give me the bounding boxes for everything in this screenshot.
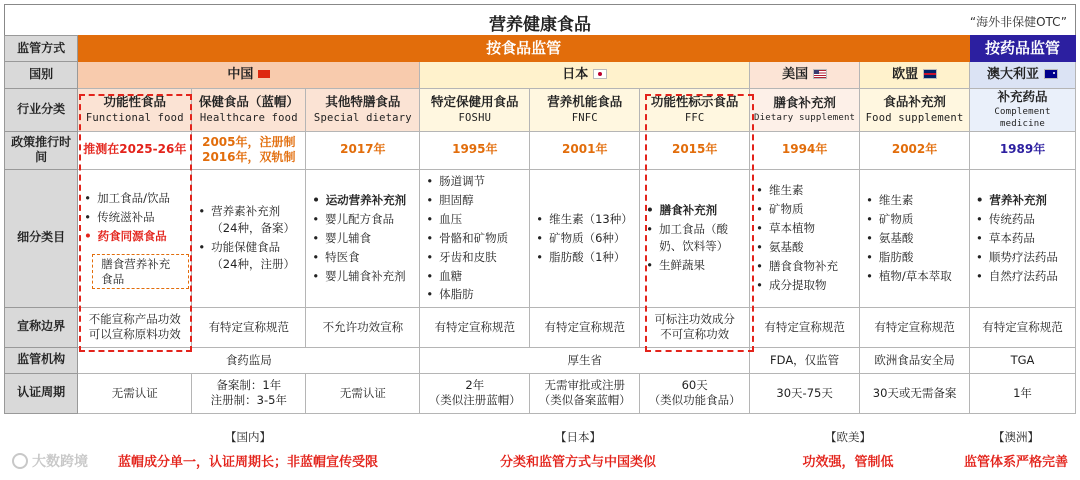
- regulator-japan: 厚生省: [420, 347, 750, 373]
- row-regulation: [5, 36, 1076, 62]
- category-zh: 功能性食品: [103, 93, 167, 109]
- cert-line: （类似注册蓝帽）: [428, 393, 521, 408]
- category-en: Food supplement: [865, 112, 964, 125]
- footer-label-domestic: 【国内】: [225, 430, 271, 444]
- subcat-item: • 特医食: [312, 250, 417, 265]
- category-zh: 补充药品: [997, 89, 1048, 104]
- category-en: FOSHU: [458, 112, 492, 125]
- subcat-item: • 营养素补充剂: [198, 204, 303, 219]
- country-name: 中国: [227, 66, 254, 82]
- subcat-item: • 体脂肪: [426, 287, 527, 302]
- claim-eu: 有特定宣称规范: [860, 307, 970, 347]
- cert-australia: 1年: [970, 373, 1076, 413]
- subcats-functional-food: [78, 169, 192, 307]
- footer-conclusion-europe-us: 功效强，管制低: [802, 455, 894, 470]
- subcat-item: • 矿物质: [866, 212, 967, 227]
- subcat-item-note: 奶、饮料等）: [659, 239, 729, 254]
- subcats-eu: [860, 169, 970, 307]
- category-zh: 特定保健用食品: [431, 93, 519, 109]
- regulator-china: 食药监局: [78, 347, 420, 373]
- regulator-australia: TGA: [970, 347, 1076, 373]
- claim-foshu: 有特定宣称规范: [420, 307, 530, 347]
- claim-fnfc: 有特定宣称规范: [530, 307, 640, 347]
- policy-line: 2005年，注册制: [202, 134, 296, 149]
- subcat-item: • 婴儿辅食补充剂: [312, 269, 417, 284]
- country-name: 欧盟: [892, 66, 919, 82]
- label-country: 国别: [5, 62, 78, 89]
- claim-healthcare-food: 有特定宣称规范: [192, 307, 306, 347]
- label-regulator: 监管机构: [5, 347, 78, 373]
- claim-line: 可以宣称原料功效: [88, 327, 181, 342]
- category-en: Complement medicine: [994, 107, 1051, 129]
- claim-line: 可标注功效成分: [654, 312, 735, 327]
- subcat-item: • 传统药品: [976, 212, 1073, 227]
- subcat-item: • 生鲜蔬果: [646, 258, 747, 273]
- category-en: Special dietary: [313, 112, 412, 125]
- category-zh: 食品补充剂: [883, 93, 946, 109]
- country-australia: [970, 62, 1076, 89]
- subcat-item: • 传统滋补品: [84, 210, 189, 225]
- subcat-item: • 成分提取物: [756, 278, 857, 293]
- subcat-item: • 维生素: [756, 183, 857, 198]
- footer-conclusion-japan: 分类和监管方式与中国类似: [499, 455, 656, 470]
- label-industry: 行业分类: [5, 89, 78, 132]
- subcats-usa: [750, 169, 860, 307]
- category-zh: 营养机能食品: [547, 93, 623, 109]
- subcat-item: • 植物/草本萃取: [866, 269, 967, 284]
- policy-special-dietary: 2017年: [306, 131, 420, 169]
- watermark-text: 大数跨境: [32, 454, 88, 470]
- label-regulation-mode: 监管方式: [5, 36, 78, 62]
- claim-usa: 有特定宣称规范: [750, 307, 860, 347]
- cert-foshu: [420, 373, 530, 413]
- subcat-item-note: （24种，注册）: [211, 257, 295, 272]
- subcat-item: • 营养补充剂: [976, 193, 1073, 208]
- category-food-supplement: [860, 89, 970, 132]
- category-fnfc: [530, 89, 640, 132]
- policy-functional-food: 推测在2025-26年: [78, 131, 192, 169]
- category-ffc: [640, 89, 750, 132]
- claim-line: 不可宣称功效: [660, 327, 730, 342]
- claim-special-dietary: 不允许功效宣称: [306, 307, 420, 347]
- claim-functional-food: [78, 307, 192, 347]
- cert-fnfc: [530, 373, 640, 413]
- subcat-item: • 维生素: [866, 193, 967, 208]
- label-policy-time: 政策推行时间: [5, 131, 78, 169]
- category-en: Functional food: [85, 112, 184, 125]
- footer-label-japan: 【日本】: [555, 430, 601, 444]
- policy-australia: 1989年: [970, 131, 1076, 169]
- footer-conclusion-australia: 监管体系严格完善: [963, 455, 1068, 470]
- subcat-item-note: （24种，备案）: [211, 221, 295, 236]
- category-en: Dietary supplement: [754, 113, 856, 124]
- footer-label-europe-us: 【欧美】: [825, 430, 871, 444]
- subcat-item: • 膳食补充剂: [646, 203, 747, 218]
- country-usa: [750, 62, 860, 89]
- country-name: 美国: [782, 66, 809, 82]
- row-industry: [5, 89, 1076, 132]
- cert-line: 注册制：3-5年: [210, 393, 287, 408]
- footer: [4, 425, 1076, 475]
- subcat-item: • 氨基酸: [866, 231, 967, 246]
- category-en: FFC: [684, 112, 705, 125]
- regulation-food: 按食品监管: [78, 36, 970, 62]
- category-zh: 其他特膳食品: [325, 93, 401, 109]
- subcat-item: • 草本植物: [756, 221, 857, 236]
- cert-line: 60天: [681, 378, 708, 393]
- country-japan: [420, 62, 750, 89]
- policy-healthcare-food: [192, 131, 306, 169]
- cert-line: 2年: [465, 378, 485, 393]
- china-flag-icon: [258, 70, 270, 78]
- subcat-item: • 自然疗法药品: [976, 269, 1073, 284]
- subcats-foshu: [420, 169, 530, 307]
- cert-line: 无需审批或注册: [544, 378, 625, 393]
- row-subcategory: [5, 169, 1076, 307]
- cert-functional-food: 无需认证: [78, 373, 192, 413]
- row-regulator: [5, 347, 1076, 373]
- category-zh: 膳食补充剂: [773, 94, 836, 110]
- subcat-item: • 血压: [426, 212, 527, 227]
- subcat-item: • 加工食品（酸: [646, 222, 747, 237]
- country-china: [78, 62, 420, 89]
- label-subcategory: 细分类目: [5, 169, 78, 307]
- policy-foshu: 1995年: [420, 131, 530, 169]
- regulation-drug: 按药品监管: [970, 36, 1076, 62]
- claim-australia: 有特定宣称规范: [970, 307, 1076, 347]
- regulator-eu: 欧洲食品安全局: [860, 347, 970, 373]
- subcat-item: • 婴儿辅食: [312, 231, 417, 246]
- comparison-table: [4, 35, 1076, 414]
- subcat-item: • 药食同源食品: [84, 229, 189, 244]
- claim-line: 不能宣称产品功效: [88, 312, 181, 327]
- subcat-item: • 运动营养补充剂: [312, 193, 417, 208]
- subcat-item: • 脂肪酸: [866, 250, 967, 265]
- page-title: 营养健康食品: [489, 15, 591, 35]
- footer-conclusion-domestic: 蓝帽成分单一，认证周期长；非蓝帽宣传受限: [117, 455, 378, 470]
- subcats-special-dietary: [306, 169, 420, 307]
- australia-flag-icon: [1044, 69, 1058, 79]
- country-eu: [860, 62, 970, 89]
- regulator-usa: FDA，仅监管: [750, 347, 860, 373]
- subcat-item: • 肠道调节: [426, 174, 527, 189]
- comparison-sheet: [4, 4, 1076, 414]
- category-complement-medicine: [970, 89, 1076, 132]
- country-name: 日本: [562, 66, 589, 82]
- japan-flag-icon: [593, 69, 607, 79]
- subcats-ffc: [640, 169, 750, 307]
- subcats-fnfc: [530, 169, 640, 307]
- policy-eu: 2002年: [860, 131, 970, 169]
- subcat-item: • 胆固醇: [426, 193, 527, 208]
- cert-line: （类似功能食品）: [648, 393, 741, 408]
- category-en: FNFC: [571, 112, 598, 125]
- cert-line: 备案制：1年: [216, 378, 282, 393]
- cert-eu: 30天或无需备案: [860, 373, 970, 413]
- category-foshu: [420, 89, 530, 132]
- row-cert-cycle: [5, 373, 1076, 413]
- cert-ffc: [640, 373, 750, 413]
- subcat-item: • 维生素（13种）: [536, 212, 637, 227]
- policy-fnfc: 2001年: [530, 131, 640, 169]
- watermark-logo-icon: [12, 453, 28, 469]
- label-cert-cycle: 认证周期: [5, 373, 78, 413]
- category-zh: 保健食品（蓝帽）: [198, 93, 299, 109]
- usa-flag-icon: [813, 69, 827, 79]
- cert-healthcare-food: [192, 373, 306, 413]
- policy-usa: 1994年: [750, 131, 860, 169]
- title-row: [4, 4, 1076, 35]
- subcat-item: • 膳食食物补充: [756, 259, 857, 274]
- subcat-item: • 顺势疗法药品: [976, 250, 1073, 265]
- subcat-item: • 氨基酸: [756, 240, 857, 255]
- subcats-healthcare-food: [192, 169, 306, 307]
- subcat-item: • 婴儿配方食品: [312, 212, 417, 227]
- country-name: 澳大利亚: [987, 66, 1040, 82]
- subcat-item: • 矿物质: [756, 202, 857, 217]
- uk-flag-icon: [923, 69, 937, 79]
- subcat-item: • 脂肪酸（1种）: [536, 250, 637, 265]
- subcat-item: • 矿物质（6种）: [536, 231, 637, 246]
- policy-line: 2016年，双轨制: [202, 150, 296, 165]
- cert-special-dietary: 无需认证: [306, 373, 420, 413]
- label-claim-boundary: 宣称边界: [5, 307, 78, 347]
- subcat-item: • 功能保健食品: [198, 240, 303, 255]
- row-claim-boundary: [5, 307, 1076, 347]
- subcat-item: • 骨骼和矿物质: [426, 231, 527, 246]
- subcat-item: • 草本药品: [976, 231, 1073, 246]
- category-zh: 功能性标示食品: [650, 93, 739, 109]
- policy-ffc: 2015年: [640, 131, 750, 169]
- watermark: [12, 451, 88, 471]
- footer-label-australia: 【澳洲】: [993, 430, 1039, 444]
- cert-usa: 30天-75天: [750, 373, 860, 413]
- subcat-item: • 加工食品/饮品: [84, 191, 189, 206]
- row-policy-time: [5, 131, 1076, 169]
- cert-line: （类似备案蓝帽）: [538, 393, 631, 408]
- category-special-dietary: [306, 89, 420, 132]
- category-functional-food: [78, 89, 192, 132]
- category-healthcare-food: [192, 89, 306, 132]
- claim-ffc: [640, 307, 750, 347]
- category-dietary-supplement: [750, 89, 860, 132]
- subcats-australia: [970, 169, 1076, 307]
- subcat-item: • 牙齿和皮肤: [426, 250, 527, 265]
- page-subtitle: “海外非保健OTC”: [969, 15, 1067, 29]
- category-en: Healthcare food: [199, 112, 298, 125]
- row-country: [5, 62, 1076, 89]
- subcat-item: • 血糖: [426, 269, 527, 284]
- subcat-dashed-box: 膳食营养补充食品: [92, 254, 189, 290]
